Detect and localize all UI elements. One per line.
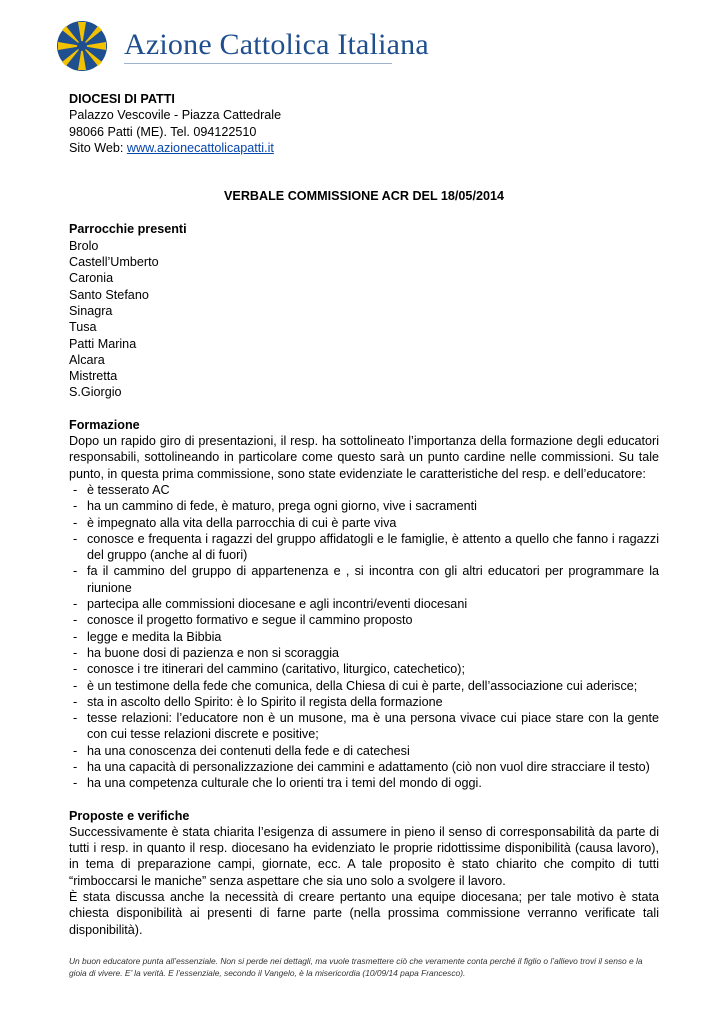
parishes-heading: Parrocchie presenti xyxy=(69,222,187,237)
bullet-dash: - xyxy=(73,482,78,497)
parish-item: Brolo xyxy=(69,238,99,253)
formation-bullet-item xyxy=(69,743,659,759)
formation-bullet-text: ha una competenza culturale che lo orienti tra i temi del mondo di oggi. xyxy=(87,776,482,791)
diocese-name: DIOCESI DI PATTI xyxy=(69,92,175,106)
formation-bullet-text: è un testimone della fede che comunica, della Chiesa di cui è parte, dell’associazione cui aderisce; xyxy=(87,678,638,693)
bullet-dash: - xyxy=(73,515,78,530)
bullet-dash: - xyxy=(73,629,78,644)
formation-bullet-text: ha una conoscenza dei contenuti della fede e di catechesi xyxy=(87,743,410,758)
formation-bullet-item xyxy=(69,759,659,775)
address-line-2: 98066 Patti (ME). Tel. 094122510 xyxy=(69,124,257,139)
bullet-dash: - xyxy=(73,613,78,628)
bullet-dash: - xyxy=(73,776,78,791)
formation-bullet-item xyxy=(69,661,659,677)
parish-item: Patti Marina xyxy=(69,336,137,351)
parish-item: Caronia xyxy=(69,271,114,286)
formation-bullet-text: tesse relazioni: l’educatore non è un musone, ma è una persona vivace cui piace stare con la gente con cui tesse relazioni discrete e positive; xyxy=(87,711,659,742)
parish-item: Castell’Umberto xyxy=(69,255,159,270)
parish-item: Sinagra xyxy=(69,303,113,318)
formation-intro: Dopo un rapido giro di presentazioni, il resp. ha sottolineato l’importanza della formazione degli educatori responsabili, sottolineando in particolare come questo sarà un punto cardine nelle commissioni. Su tale punto, in questa prima commissione, sono state evidenziate le caratteristiche del resp. e dell’educatore: xyxy=(69,434,659,481)
formation-bullet-text: conosce i tre itinerari del cammino (caritativo, liturgico, catechetico); xyxy=(87,662,465,677)
parish-list xyxy=(69,238,659,401)
formation-bullet-item xyxy=(69,596,659,612)
address-line-1: Palazzo Vescovile - Piazza Cattedrale xyxy=(69,108,282,123)
bullet-dash: - xyxy=(73,531,78,546)
bullet-dash: - xyxy=(73,564,78,579)
formation-bullet-text: è impegnato alla vita della parrocchia di cui è parte viva xyxy=(87,515,397,530)
formation-bullet-text: è tesserato AC xyxy=(87,482,170,497)
bullet-dash: - xyxy=(73,694,78,709)
formation-bullet-item xyxy=(69,694,659,710)
proposals-heading: Proposte e verifiche xyxy=(69,808,190,823)
formation-bullet-text: ha un cammino di fede, è maturo, prega ogni giorno, vive i sacramenti xyxy=(87,499,477,514)
proposals-paragraph-2: È stata discussa anche la necessità di creare pertanto una equipe diocesana; per tale motivo è stata chiesta disponibilità ai presenti di farne parte (nella prossima commissione verranno verificate tali disponibilità). xyxy=(69,890,659,937)
formation-bullet-item xyxy=(69,515,659,531)
formation-bullet-text: conosce il progetto formativo e segue il cammino proposto xyxy=(87,613,413,628)
formation-bullet-text: fa il cammino del gruppo di appartenenza e , si incontra con gli altri educatori per programmare la riunione xyxy=(87,564,659,595)
formation-bullet-item xyxy=(69,678,659,694)
website-label: Sito Web: xyxy=(69,140,127,155)
bullet-dash: - xyxy=(73,759,78,774)
ac-logo-icon xyxy=(56,20,108,72)
brand-name: Azione Cattolica Italiana xyxy=(124,28,429,61)
formation-bullet-item xyxy=(69,775,659,791)
parish-item: Mistretta xyxy=(69,369,118,384)
parish-item: S.Giorgio xyxy=(69,385,122,400)
bullet-dash: - xyxy=(73,743,78,758)
formation-bullet-text: sta in ascolto dello Spirito: è lo Spirito il regista della formazione xyxy=(87,694,443,709)
footer-quote: Un buon educatore punta all’essenziale. Non si perde nei dettagli, ma vuole trasmettere ciò che veramente conta perché il figlio o l’allievo trovi il senso e la gioia di vivere. E’ la verità. E l’essenziale, secondo il Vangelo, è la misericordia (10/09/14 papa Francesco). xyxy=(69,956,643,978)
bullet-dash: - xyxy=(73,662,78,677)
document-title: VERBALE COMMISSIONE ACR DEL 18/05/2014 xyxy=(224,189,504,204)
formation-bullet-item xyxy=(69,645,659,661)
formation-bullet-item xyxy=(69,629,659,645)
bullet-dash: - xyxy=(73,499,78,514)
bullet-dash: - xyxy=(73,645,78,660)
formation-bullet-item xyxy=(69,612,659,628)
parish-item: Tusa xyxy=(69,320,97,335)
formation-bullet-text: ha una capacità di personalizzazione dei cammini e adattamento (ciò non vuol dire stracciare il testo) xyxy=(87,759,650,774)
parish-item: Alcara xyxy=(69,352,105,367)
bullet-dash: - xyxy=(73,678,78,693)
formation-bullet-item xyxy=(69,710,659,743)
bullet-dash: - xyxy=(73,711,78,726)
bullet-dash: - xyxy=(73,597,78,612)
formation-bullet-text: conosce e frequenta i ragazzi del gruppo affidatogli e le famiglie, è attento a quello che fanno i ragazzi del gruppo (anche al di fuori) xyxy=(87,531,659,563)
formation-bullet-text: partecipa alle commissioni diocesane e agli incontri/eventi diocesani xyxy=(87,597,468,612)
website-line xyxy=(69,140,659,156)
formation-bullet-text: ha buone dosi di pazienza e non si scoraggia xyxy=(87,645,340,660)
brand-divider xyxy=(124,63,392,64)
formation-bullet-list xyxy=(69,482,659,792)
document-body xyxy=(69,91,659,938)
formation-bullet-item xyxy=(69,498,659,514)
proposals-paragraph-1: Successivamente è stata chiarita l’esigenza di assumere in pieno il senso di corresponsabilità da parte di tutti i resp. in quanto il resp. diocesano ha evidenziato le proprie ridottissime disponibilità (causa lavoro), in tema di preparazione campi, giornate, ecc. A tale proposito è stato chiarito che compito di tutti “rimboccarsi le maniche” senza aspettare che sia uno solo a svolgere il lavoro. xyxy=(69,824,659,888)
website-link[interactable]: www.azionecattolicapatti.it xyxy=(126,140,274,155)
formation-bullet-item xyxy=(69,563,659,596)
formation-bullet-item xyxy=(69,482,659,498)
formation-bullet-text: legge e medita la Bibbia xyxy=(87,629,222,644)
parish-item: Santo Stefano xyxy=(69,287,149,302)
formation-heading: Formazione xyxy=(69,417,140,432)
formation-bullet-item xyxy=(69,531,659,564)
